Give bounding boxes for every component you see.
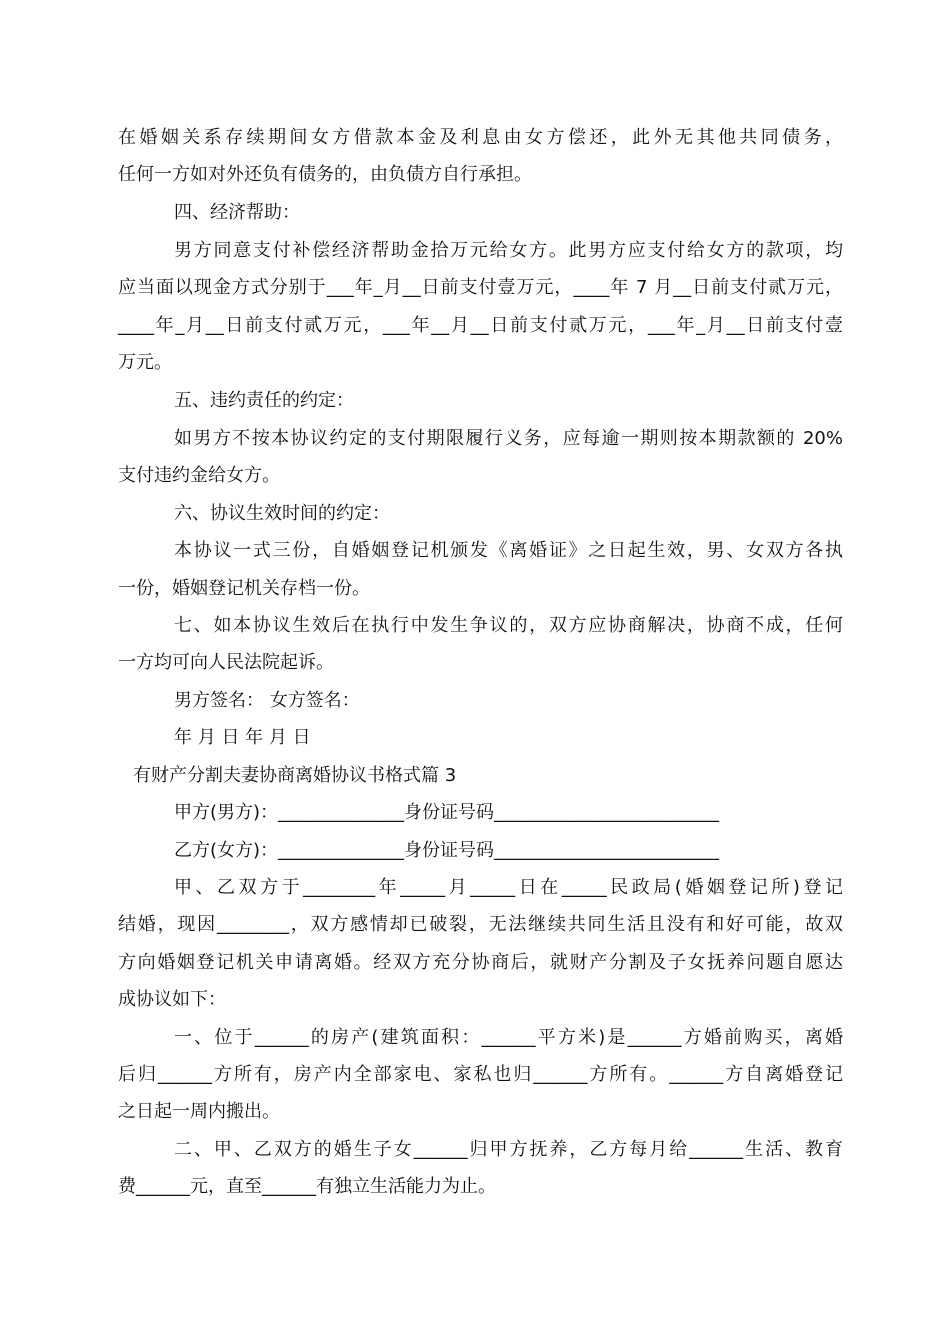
- text-line-13: 一份，婚姻登记机关存档一份。: [118, 578, 370, 599]
- party-b-line: 乙方(女方)：______________身份证号码_________________________: [174, 840, 720, 861]
- text-line-1: 在婚姻关系存续期间女方借款本金及利息由女方偿还，此外无其他共同债务，: [118, 127, 843, 148]
- text-line-2: 任何一方如对外还负有债务的，由负债方自行承担。: [118, 164, 532, 185]
- text-line-14: 七、如本协议生效后在执行中发生争议的，双方应协商解决，协商不成，任何: [174, 615, 843, 636]
- text-line-26: 后归______方所有，房产内全部家电、家私也归______方所有。______方自离婚登记: [118, 1064, 843, 1085]
- text-line-6: ____年_月__日前支付贰万元，___年__月__日前支付贰万元，___年_月__日前支付壹: [118, 315, 843, 336]
- section-heading-6: 六、协议生效时间的约定：: [174, 503, 390, 524]
- section-heading-4: 四、经济帮助：: [174, 202, 300, 223]
- date-line: 年 月 日 年 月 日: [174, 727, 311, 748]
- text-line-22: 结婚，现因________，双方感情却已破裂，无法继续共同生活且没有和好可能，故双: [118, 914, 843, 935]
- text-line-27: 之日起一周内搬出。: [118, 1101, 280, 1122]
- text-line-21: 甲、乙双方于________年_____月_____日在_____民政局(婚姻登记所)登记: [174, 877, 843, 898]
- text-line-4: 男方同意支付补偿经济帮助金拾万元给女方。此男方应支付给女方的款项，均: [174, 240, 843, 261]
- party-a-line: 甲方(男方)：______________身份证号码_________________________: [174, 802, 720, 823]
- text-line-9: 如男方不按本协议约定的支付期限履行义务，应每逾一期则按本期款额的 20%: [174, 428, 843, 449]
- article-title: 有财产分割夫妻协商离婚协议书格式篇 3: [133, 765, 457, 786]
- text-line-29: 费______元，直至______有独立生活能力为止。: [118, 1176, 496, 1197]
- text-line-28: 二、甲、乙双方的婚生子女______归甲方抚养，乙方每月给______生活、教育: [174, 1139, 843, 1160]
- text-line-24: 成协议如下：: [118, 989, 226, 1010]
- text-line-7: 万元。: [118, 352, 172, 373]
- text-line-23: 方向婚姻登记机关申请离婚。经双方充分协商后，就财产分割及子女抚养问题自愿达: [118, 952, 843, 973]
- text-line-15: 一方均可向人民法院起诉。: [118, 652, 334, 673]
- signature-line: 男方签名： 女方签名：: [174, 690, 360, 711]
- section-heading-5: 五、违约责任的约定：: [174, 390, 354, 411]
- text-line-12: 本协议一式三份，自婚姻登记机颁发《离婚证》之日起生效，男、女双方各执: [174, 540, 843, 561]
- text-line-5: 应当面以现金方式分别于___年_月__日前支付壹万元，____年 7 月__日前支付贰万元，: [118, 277, 843, 298]
- text-line-10: 支付违约金给女方。: [118, 465, 280, 486]
- text-line-25: 一、位于______的房产(建筑面积：______平方米)是______方婚前购买，离婚: [174, 1027, 843, 1048]
